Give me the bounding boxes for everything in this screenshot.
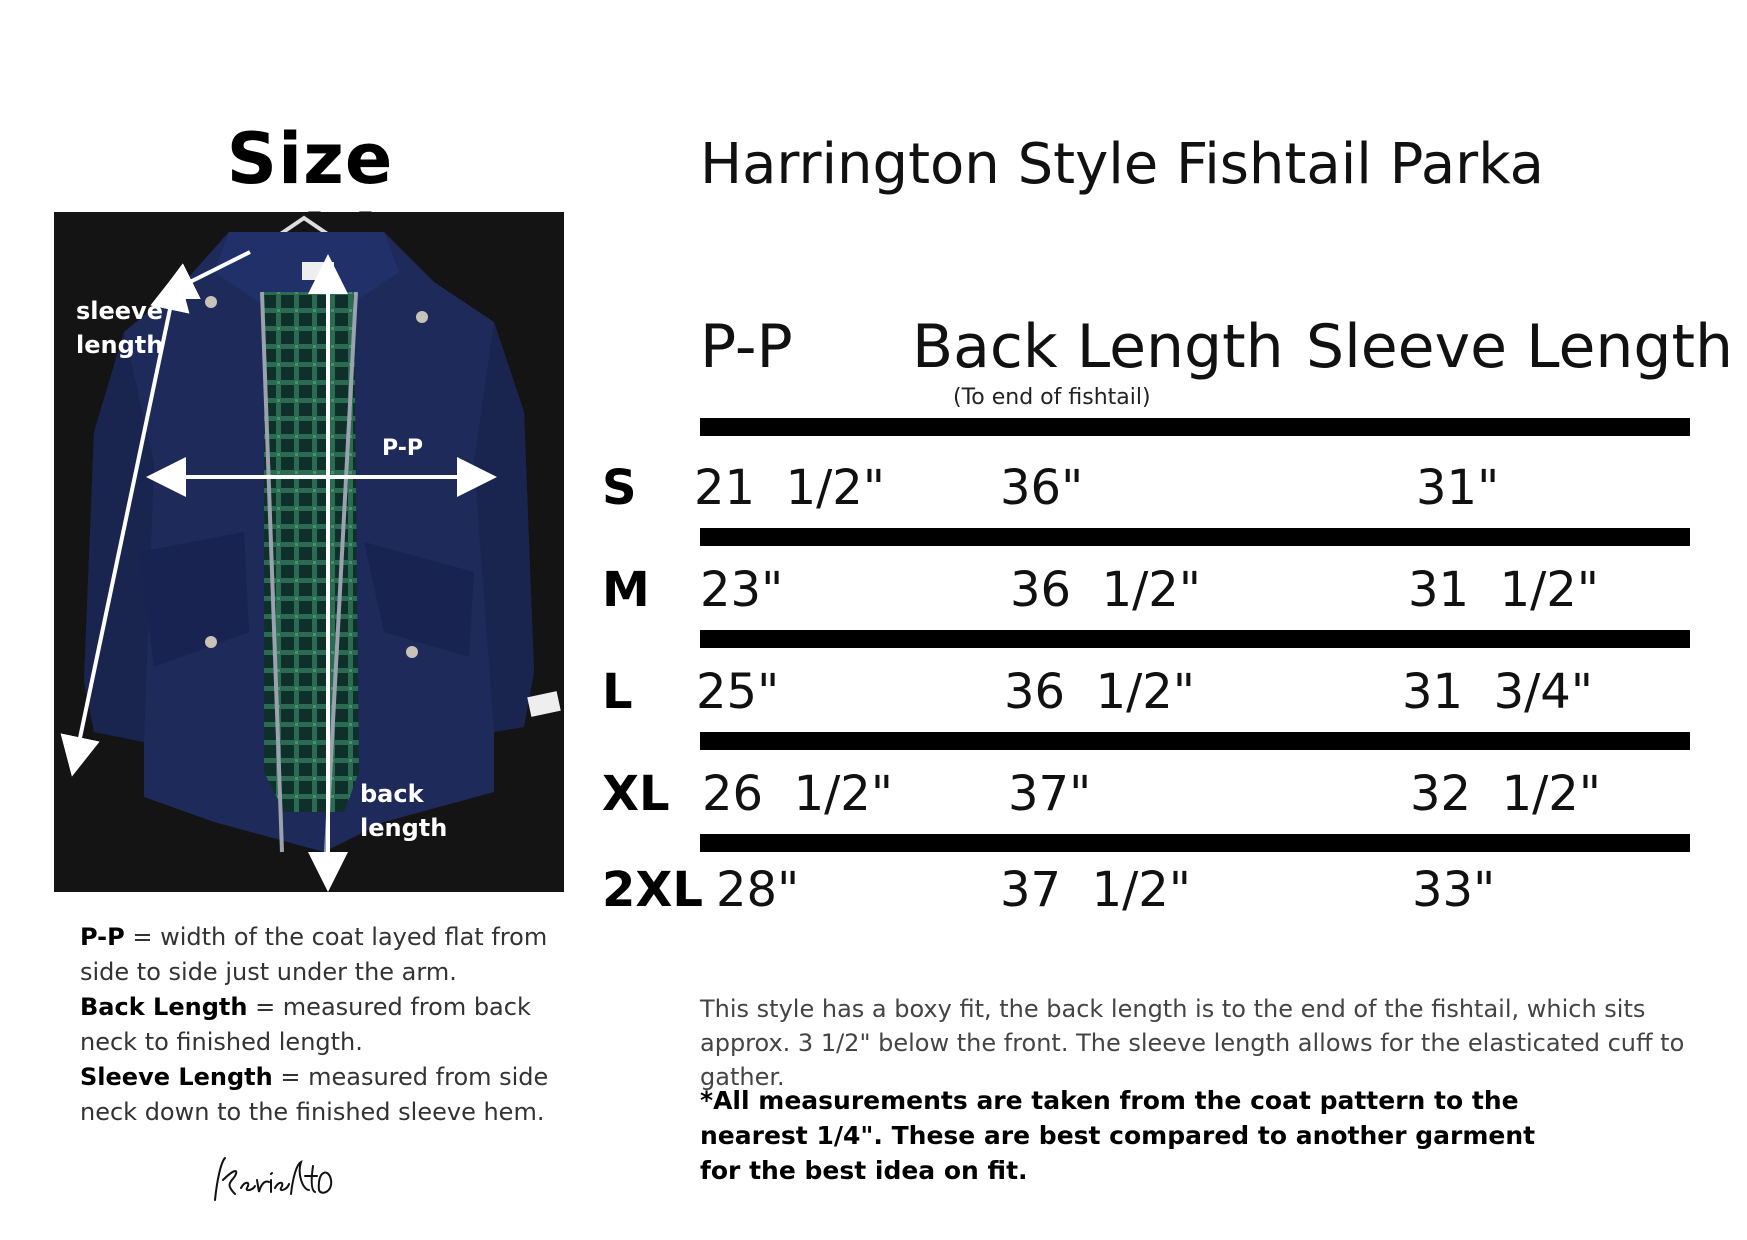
legend-pp — [80, 920, 550, 990]
product-title: Harrington Style Fishtail Parka — [700, 132, 1544, 197]
cell-xl-pp: 26 1/2" — [702, 766, 893, 822]
fit-note: This style has a boxy fit, the back length is to the end of the fishtail, which sits approx. 3 1/2" below the front. The sleeve length allows for the elasticated cuff to gather. — [700, 995, 1685, 1091]
legend-back-term: Back Length — [80, 993, 248, 1021]
legend-pp-definition: = width of the coat layed flat from side to side just under the arm. — [80, 923, 548, 986]
coat-photo — [54, 212, 564, 892]
legend-sleeve-definition: = measured from side neck down to the finished sleeve hem. — [80, 1063, 549, 1126]
table-rule-m — [700, 630, 1690, 648]
cell-xl-back: 37" — [1008, 766, 1092, 822]
size-guide-title: Size — [226, 118, 394, 200]
cell-l-back: 36 1/2" — [1004, 664, 1195, 720]
cell-s-back: 36" — [1000, 460, 1084, 516]
column-header-sleeve-length: Sleeve Length — [1306, 312, 1734, 382]
column-header-pp: P-P — [700, 312, 793, 382]
cell-m-back: 36 1/2" — [1010, 562, 1201, 618]
cell-2xl-sleeve: 33" — [1412, 862, 1496, 918]
size-label-2xl: 2XL — [602, 862, 703, 918]
cell-m-sleeve: 31 1/2" — [1408, 562, 1599, 618]
table-rule-xl — [700, 834, 1690, 852]
pp-label: P-P — [382, 436, 423, 461]
signature-logo — [205, 1150, 335, 1214]
size-label-s: S — [602, 460, 637, 516]
cell-m-pp: 23" — [700, 562, 784, 618]
cell-2xl-back: 37 1/2" — [1000, 862, 1191, 918]
cell-l-pp: 25" — [696, 664, 780, 720]
table-rule-header — [700, 418, 1690, 436]
legend-pp-term: P-P — [80, 923, 125, 951]
cell-s-pp: 21 1/2" — [694, 460, 885, 516]
table-rule-l — [700, 732, 1690, 750]
size-label-m: M — [602, 562, 650, 618]
cell-s-sleeve: 31" — [1416, 460, 1500, 516]
size-label-l: L — [602, 664, 633, 720]
legend-sleeve-term: Sleeve Length — [80, 1063, 273, 1091]
measurement-note: *All measurements are taken from the coat pattern to the nearest 1/4". These are best compared to another garment for the best idea on fit. — [700, 1086, 1536, 1185]
back-length-note: (To end of fishtail) — [953, 385, 1151, 410]
measurement-legend — [80, 920, 550, 1130]
table-rule-s — [700, 528, 1690, 546]
legend-back — [80, 990, 550, 1060]
cell-xl-sleeve: 32 1/2" — [1410, 766, 1601, 822]
legend-back-definition: = measured from back neck to finished length. — [80, 993, 531, 1056]
column-header-back-length: Back Length — [912, 312, 1284, 382]
back-label-line2: length — [360, 814, 448, 842]
cell-l-sleeve: 31 3/4" — [1402, 664, 1593, 720]
sleeve-label-line2: length — [76, 331, 164, 359]
sleeve-length-label — [76, 294, 163, 362]
sleeve-label-line1: sleeve — [76, 297, 163, 325]
back-length-label — [360, 777, 447, 845]
cell-2xl-pp: 28" — [716, 862, 800, 918]
size-label-xl: XL — [602, 766, 670, 822]
back-label-line1: back — [360, 780, 424, 808]
legend-sleeve — [80, 1060, 550, 1130]
